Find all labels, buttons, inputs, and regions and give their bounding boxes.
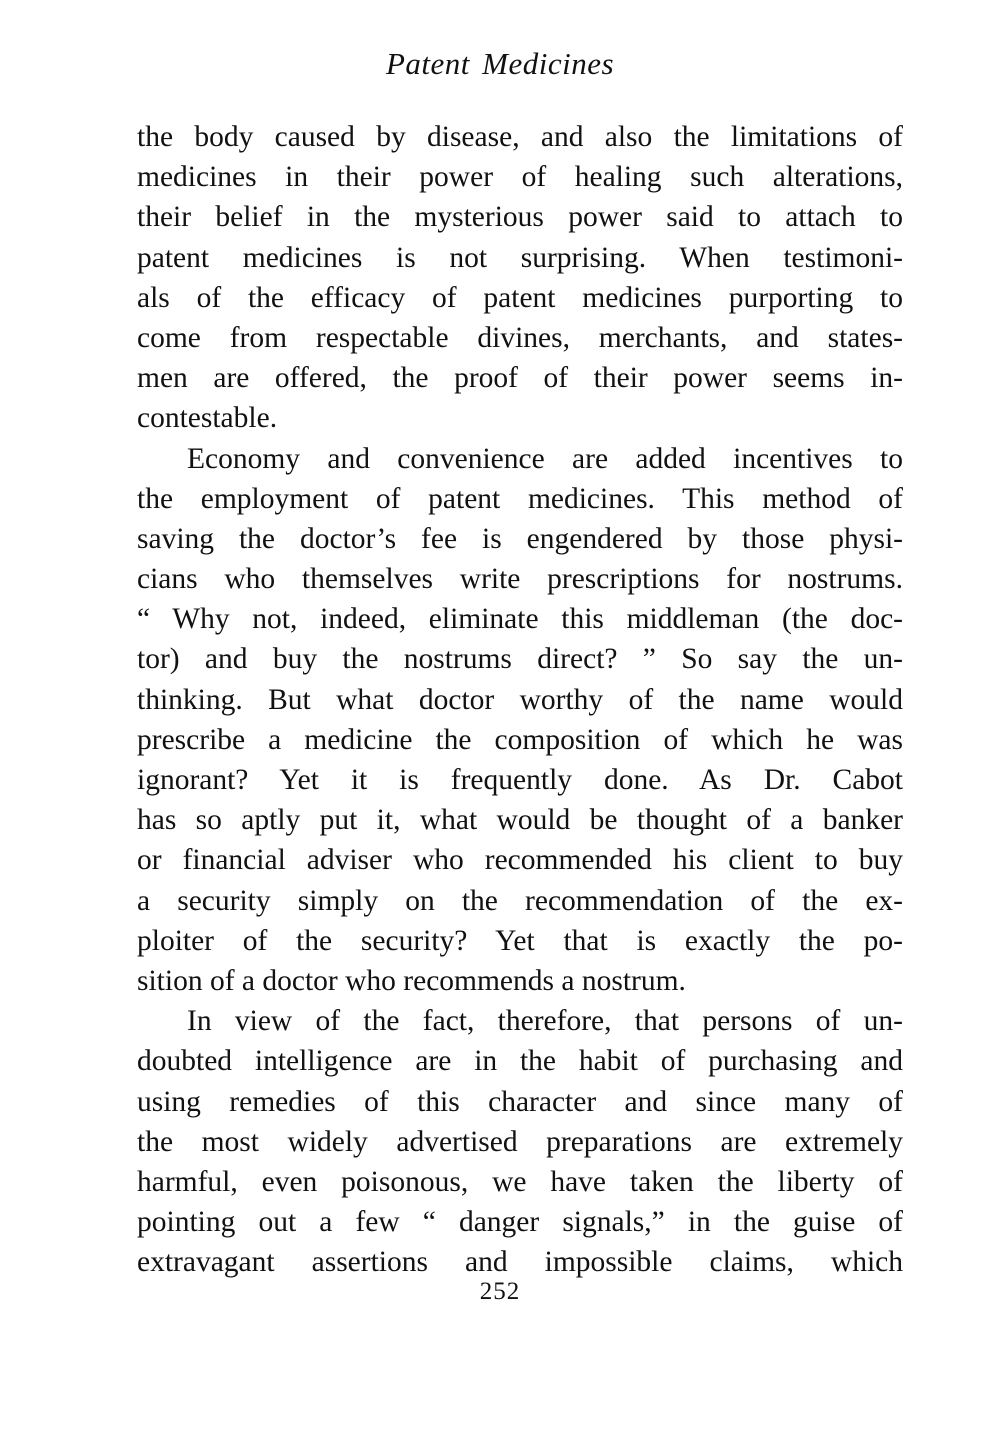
text-line: In view of the fact, therefore, that persons of un- <box>187 1005 903 1038</box>
text-line: their belief in the mysterious power said to attach to <box>137 201 903 234</box>
text-line: saving the doctor’s fee is engendered by those physi- <box>137 522 903 555</box>
text-line: ignorant? Yet it is frequently done. As Dr. Cabot <box>137 764 903 796</box>
text-line: cians who themselves write prescriptions for nostrums. <box>137 563 903 596</box>
page-number: 252 <box>479 1278 521 1305</box>
text-line: a security simply on the recommendation of the ex- <box>137 884 903 917</box>
text-line: sition of a doctor who recommends a nostrum. <box>137 964 686 997</box>
paragraph-1 <box>137 117 903 439</box>
text-line: extravagant assertions and impossible claims, which <box>137 1246 903 1279</box>
text-line: als of the efficacy of patent medicines purporting to <box>137 281 903 314</box>
text-line: tor) and buy the nostrums direct? ” So say the un- <box>137 643 903 676</box>
text-line: contestable. <box>137 402 278 435</box>
text-line: ploiter of the security? Yet that is exactly the po- <box>137 924 903 957</box>
text-line: Economy and convenience are added incentives to <box>187 442 903 475</box>
body-text <box>137 117 903 1282</box>
text-line: the body caused by disease, and also the limitations of <box>137 121 903 153</box>
text-line: pointing out a few “ danger signals,” in the guise of <box>137 1206 903 1239</box>
paragraph-3 <box>137 1001 903 1282</box>
text-line: come from respectable divines, merchants, and states- <box>137 321 903 354</box>
text-line: medicines in their power of healing such alterations, <box>137 161 903 194</box>
text-line: harmful, even poisonous, we have taken the liberty of <box>137 1165 903 1198</box>
text-line: men are offered, the proof of their power seems in- <box>137 362 903 395</box>
text-line: doubted intelligence are in the habit of purchasing and <box>137 1045 903 1078</box>
text-line: thinking. But what doctor worthy of the name would <box>137 683 903 716</box>
text-line: “ Why not, indeed, eliminate this middleman (the doc- <box>137 603 903 636</box>
text-line: patent medicines is not surprising. When testimoni- <box>137 241 903 274</box>
running-head: Patent Medicines <box>385 46 615 81</box>
text-line: using remedies of this character and since many of <box>137 1085 903 1118</box>
text-line: the most widely advertised preparations are extremely <box>137 1125 903 1158</box>
paragraph-2 <box>137 439 903 1002</box>
text-line: the employment of patent medicines. This method of <box>137 482 903 515</box>
text-line: prescribe a medicine the composition of which he was <box>137 723 903 756</box>
text-line: has so aptly put it, what would be thought of a banker <box>137 804 903 837</box>
text-line: or financial adviser who recommended his client to buy <box>137 844 903 877</box>
